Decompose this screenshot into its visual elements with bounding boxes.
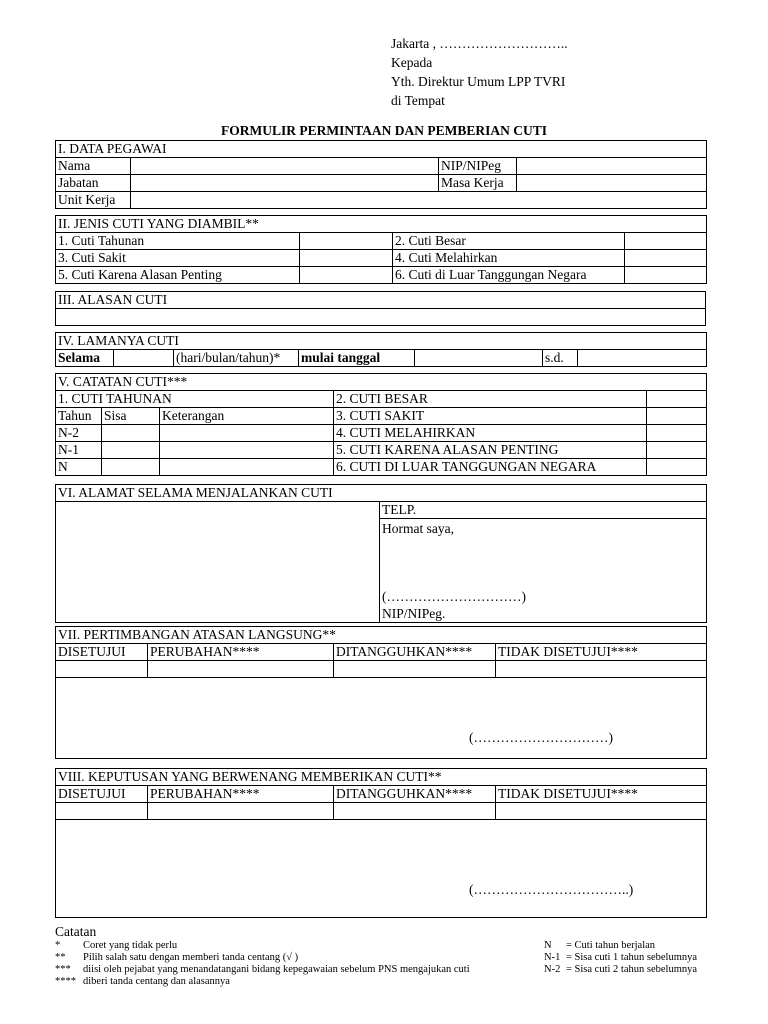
cuti-besar-check[interactable]: [625, 233, 707, 250]
address-block: [391, 34, 568, 110]
col-ditangguhkan: DITANGGUHKAN****: [334, 786, 496, 803]
cuti-melahirkan-label: 4. Cuti Melahirkan: [393, 250, 625, 267]
legend-value: = Sisa cuti 2 tahun sebelumnya: [566, 964, 698, 975]
cuti-luar-tanggungan-check[interactable]: [625, 267, 707, 284]
cuti-alasan-penting-check[interactable]: [300, 267, 393, 284]
place-date: Jakarta , ………………………..: [391, 36, 568, 51]
hormat-saya: Hormat saya,: [382, 521, 454, 536]
legend-key: N-1: [544, 952, 561, 963]
nip-field[interactable]: [517, 158, 707, 175]
perubahan-check[interactable]: [148, 661, 334, 678]
addressee: Yth. Direktur Umum LPP TVRI: [391, 74, 566, 89]
note-text: diberi tanda centang dan alasannya: [83, 976, 230, 987]
perubahan-check[interactable]: [148, 803, 334, 820]
col-tidak-disetujui: TIDAK DISETUJUI****: [496, 786, 707, 803]
row-n2-keterangan[interactable]: [160, 425, 334, 442]
atasan-signature-line: (…………………………): [469, 730, 613, 745]
masa-kerja-label: Masa Kerja: [439, 175, 517, 192]
cuti-alasan-penting-label: 5. Cuti Karena Alasan Penting: [56, 267, 300, 284]
catatan-cuti-sakit-label: 3. CUTI SAKIT: [334, 408, 647, 425]
cuti-sakit-label: 3. Cuti Sakit: [56, 250, 300, 267]
catatan-cuti-luar-label: 6. CUTI DI LUAR TANGGUNGAN NEGARA: [334, 459, 647, 476]
legend-value: = Cuti tahun berjalan: [566, 940, 656, 951]
cuti-besar-label: 2. Cuti Besar: [393, 233, 625, 250]
disetujui-check[interactable]: [56, 661, 148, 678]
note-mark: ***: [55, 964, 71, 975]
cuti-tahunan-heading: 1. CUTI TAHUNAN: [56, 391, 334, 408]
alasan-field[interactable]: [56, 309, 706, 326]
nip-signature-label: NIP/NIPeg.: [382, 606, 446, 621]
catatan-cuti-luar-field[interactable]: [647, 459, 707, 476]
cuti-luar-tanggungan-label: 6. Cuti di Luar Tanggungan Negara: [393, 267, 625, 284]
section-title: II. JENIS CUTI YANG DIAMBIL**: [56, 216, 707, 233]
legend-key: N-2: [544, 964, 561, 975]
section-title: V. CATATAN CUTI***: [56, 374, 707, 391]
unit-kerja-label: Unit Kerja: [56, 192, 131, 209]
ditangguhkan-check[interactable]: [334, 803, 496, 820]
cuti-tahunan-label: 1. Cuti Tahunan: [56, 233, 300, 250]
col-disetujui: DISETUJUI: [56, 786, 148, 803]
note-text: Coret yang tidak perlu: [83, 940, 178, 951]
notes: [55, 924, 715, 988]
section-alasan-cuti: [55, 291, 706, 326]
catatan-cuti-besar-label: 2. CUTI BESAR: [334, 391, 647, 408]
row-n-keterangan[interactable]: [160, 459, 334, 476]
row-n1-sisa[interactable]: [102, 442, 160, 459]
col-sisa: Sisa: [102, 408, 160, 425]
row-n-label: N: [56, 459, 102, 476]
col-perubahan: PERUBAHAN****: [148, 644, 334, 661]
catatan-cuti-alasan-penting-label: 5. CUTI KARENA ALASAN PENTING: [334, 442, 647, 459]
note-mark: ****: [55, 976, 76, 987]
cuti-sakit-check[interactable]: [300, 250, 393, 267]
atasan-signature-area: [56, 678, 707, 759]
section-title: IV. LAMANYA CUTI: [56, 333, 707, 350]
section-title: VII. PERTIMBANGAN ATASAN LANGSUNG**: [56, 627, 707, 644]
col-tahun: Tahun: [56, 408, 102, 425]
sd-field[interactable]: [578, 350, 707, 367]
section-jenis-cuti: [55, 215, 707, 284]
note-mark: **: [55, 952, 66, 963]
nama-label: Nama: [56, 158, 131, 175]
alamat-field[interactable]: [56, 502, 380, 623]
nama-field[interactable]: [131, 158, 439, 175]
jabatan-field[interactable]: [131, 175, 439, 192]
col-disetujui: DISETUJUI: [56, 644, 148, 661]
tidak-disetujui-check[interactable]: [496, 661, 707, 678]
jabatan-label: Jabatan: [56, 175, 131, 192]
signature-line: (…………………………): [382, 589, 526, 604]
nip-label: NIP/NIPeg: [439, 158, 517, 175]
notes-caption: Catatan: [55, 924, 97, 939]
addressee-place: di Tempat: [391, 93, 445, 108]
sd-label: s.d.: [543, 350, 578, 367]
catatan-cuti-besar-field[interactable]: [647, 391, 707, 408]
selama-label: Selama: [56, 350, 114, 367]
col-ditangguhkan: DITANGGUHKAN****: [334, 644, 496, 661]
catatan-cuti-sakit-field[interactable]: [647, 408, 707, 425]
disetujui-check[interactable]: [56, 803, 148, 820]
row-n1-label: N-1: [56, 442, 102, 459]
unit-kerja-field[interactable]: [131, 192, 707, 209]
ditangguhkan-check[interactable]: [334, 661, 496, 678]
col-keterangan: Keterangan: [160, 408, 334, 425]
section-alamat: [55, 484, 707, 623]
legend-key: N: [544, 940, 552, 951]
pemohon-signature: [380, 519, 707, 623]
row-n-sisa[interactable]: [102, 459, 160, 476]
satuan-label: (hari/bulan/tahun)*: [174, 350, 299, 367]
section-title: VI. ALAMAT SELAMA MENJALANKAN CUTI: [56, 485, 707, 502]
section-catatan-cuti: [55, 373, 707, 476]
row-n2-label: N-2: [56, 425, 102, 442]
section-pertimbangan-atasan: [55, 626, 707, 759]
section-title: III. ALASAN CUTI: [56, 292, 706, 309]
legend-value: = Sisa cuti 1 tahun sebelumnya: [566, 952, 698, 963]
section-keputusan: [55, 768, 707, 918]
mulai-tanggal-field[interactable]: [415, 350, 543, 367]
telp-label: TELP.: [380, 502, 707, 519]
catatan-cuti-melahirkan-field[interactable]: [647, 425, 707, 442]
cuti-melahirkan-check[interactable]: [625, 250, 707, 267]
catatan-cuti-melahirkan-label: 4. CUTI MELAHIRKAN: [334, 425, 647, 442]
col-perubahan: PERUBAHAN****: [148, 786, 334, 803]
masa-kerja-field[interactable]: [517, 175, 707, 192]
row-n2-sisa[interactable]: [102, 425, 160, 442]
section-data-pegawai: [55, 140, 707, 209]
row-n1-keterangan[interactable]: [160, 442, 334, 459]
tidak-disetujui-check[interactable]: [496, 803, 707, 820]
note-mark: *: [55, 940, 61, 951]
col-tidak-disetujui: TIDAK DISETUJUI****: [496, 644, 707, 661]
pejabat-signature-line: (……………………………..): [469, 882, 634, 897]
note-item: [55, 976, 715, 988]
section-lamanya-cuti: [55, 332, 707, 367]
catatan-cuti-alasan-penting-field[interactable]: [647, 442, 707, 459]
section-title: I. DATA PEGAWAI: [56, 141, 707, 158]
addressee-label: Kepada: [391, 55, 433, 70]
cuti-tahunan-check[interactable]: [300, 233, 393, 250]
note-text: Pilih salah satu dengan memberi tanda centang (√ ): [83, 952, 299, 963]
pejabat-signature-area: [56, 820, 707, 918]
section-title: VIII. KEPUTUSAN YANG BERWENANG MEMBERIKAN CUTI**: [56, 769, 707, 786]
mulai-tanggal-label: mulai tanggal: [299, 350, 415, 367]
selama-field[interactable]: [114, 350, 174, 367]
form-title: FORMULIR PERMINTAAN DAN PEMBERIAN CUTI: [221, 123, 547, 138]
note-text: diisi oleh pejabat yang menandatangani bidang kepegawaian sebelum PNS mengajukan cuti: [83, 964, 470, 975]
